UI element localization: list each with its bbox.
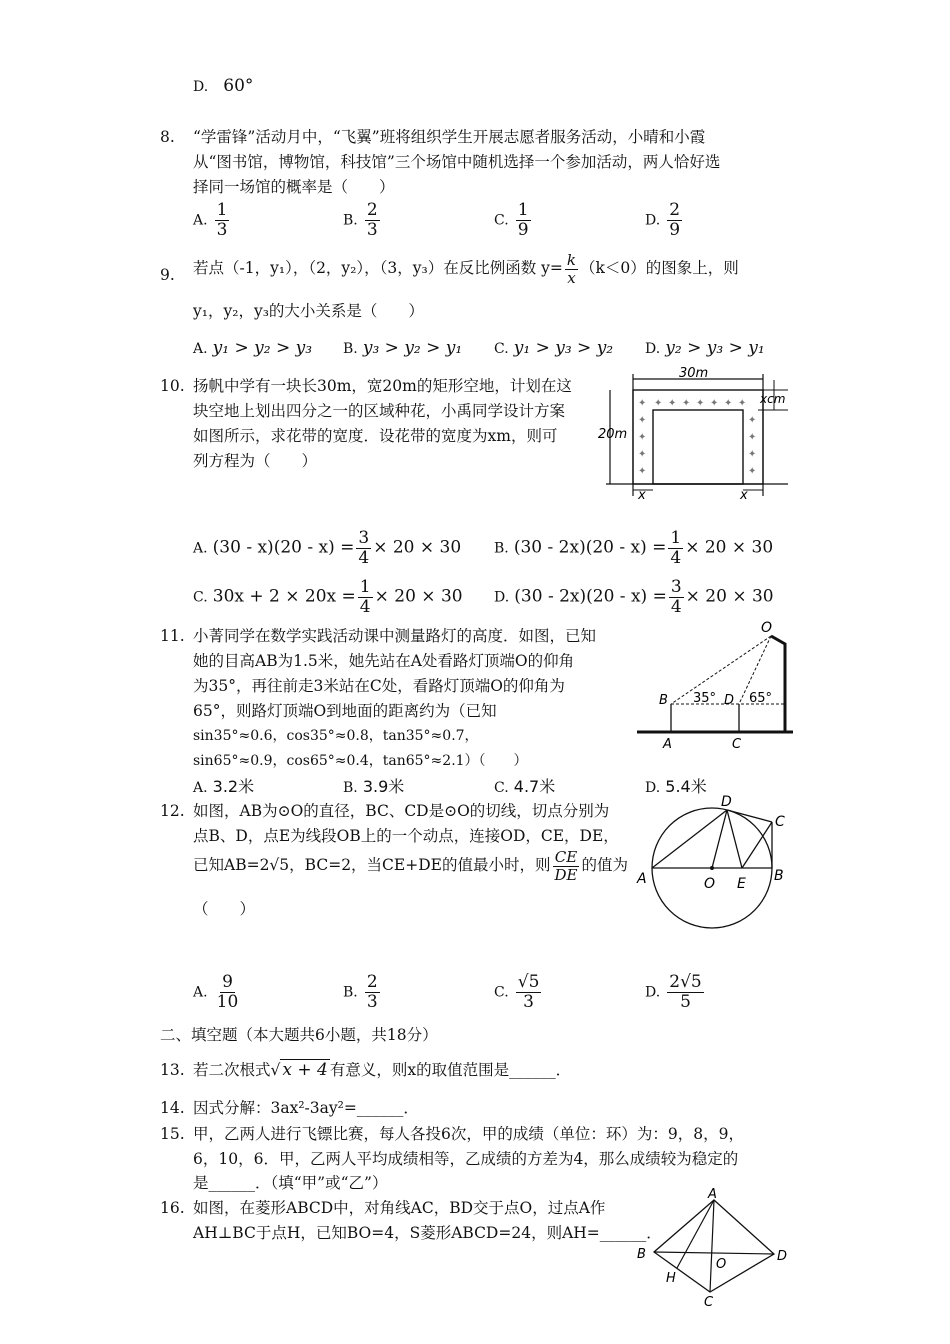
frac-num: CE: [554, 848, 578, 866]
label-C: C: [704, 1295, 714, 1308]
q14-number: 14.: [160, 1099, 185, 1117]
label-B: B: [774, 868, 784, 884]
q12-line3: [193, 849, 628, 883]
inner-rect: [653, 410, 743, 484]
label-D: D: [724, 693, 735, 708]
label-O: O: [704, 876, 716, 892]
bottom-right-label: x: [740, 488, 748, 501]
q10-line2: 块空地上划出四分之一的区域种花，小禹同学设计方案: [193, 402, 566, 420]
option-text: y₁ > y₃ > y₂: [513, 338, 614, 358]
flower-icon: ✦: [638, 466, 647, 477]
q13-number: 13.: [160, 1061, 185, 1079]
q10-option-c: [193, 578, 463, 616]
q8-option-d: [645, 201, 684, 239]
q9-option-b: [343, 338, 462, 358]
frac-den: 4: [358, 547, 370, 568]
option-label: C.: [193, 589, 208, 606]
frac-num: 9: [222, 972, 233, 992]
option-text: 5.4米: [665, 777, 707, 796]
option-label: C.: [494, 212, 509, 229]
option-left: 30x + 2 × 20x =: [212, 586, 356, 607]
q11-option-a: [193, 774, 254, 797]
label-C: C: [732, 737, 742, 752]
q10-number: 10.: [160, 377, 185, 395]
q16-line2: AH⊥BC于点H，已知BO=4，S菱形ABCD=24，则AH=______．: [193, 1224, 662, 1242]
right-label: xcm: [760, 392, 786, 406]
q10-figure: [598, 366, 798, 501]
q15-line3: 是______．（填“甲”或“乙”）: [193, 1174, 388, 1192]
option-label: A.: [193, 540, 208, 557]
flower-icon: ✦: [638, 415, 647, 426]
q16-line1: 如图，在菱形ABCD中，对角线AC，BD交于点O，过点A作: [193, 1199, 606, 1217]
option-label: D.: [645, 212, 661, 229]
top-label: 30m: [679, 366, 709, 381]
angle-35: 35°: [693, 691, 717, 706]
q8-option-c: [494, 201, 533, 239]
q12-line1: 如图，AB为⊙O的直径，BC、CD是⊙O的切线，切点分别为: [193, 802, 610, 820]
frac-num: 2: [366, 200, 378, 220]
q12-line4: （ ）: [193, 900, 256, 918]
label-A: A: [637, 871, 647, 887]
center-dot: [710, 866, 714, 870]
flower-icon: ✦: [710, 398, 719, 409]
q9-number: 9.: [160, 266, 175, 284]
q8-line2: 从“图书馆，博物馆，科技馆”三个场馆中随机选择一个参加活动，两人恰好选: [193, 153, 721, 171]
frac-num: 3: [358, 528, 370, 548]
label-B: B: [659, 693, 668, 708]
option-right: × 20 × 30: [373, 537, 462, 558]
frac-num: 2: [669, 200, 681, 220]
segment-OD: [712, 810, 727, 868]
segment-DE: [727, 810, 742, 868]
flower-icon: ✦: [638, 449, 647, 460]
option-right: × 20 × 30: [685, 586, 774, 607]
q11-line4: 65°，则路灯顶端O到地面的距离约为（已知: [193, 702, 497, 720]
flower-icon: ✦: [748, 415, 757, 426]
label-B: B: [637, 1247, 646, 1262]
q11-number: 11.: [160, 627, 185, 645]
option-right: × 20 × 30: [685, 537, 774, 558]
q11-line3: 为35°，再往前走3米站在C处，看路灯顶端O的仰角为: [193, 677, 565, 695]
option-label: A.: [193, 341, 208, 357]
q13-text-a: 若二次根式: [193, 1061, 271, 1079]
option-label: C.: [494, 780, 509, 796]
label-D: D: [777, 1249, 788, 1264]
q9-option-a: [193, 338, 312, 358]
option-text: y₂ > y₃ > y₁: [665, 338, 765, 358]
flower-icon: ✦: [638, 432, 647, 443]
option-text: y₃ > y₂ > y₁: [362, 338, 463, 358]
option-label: A.: [193, 212, 208, 229]
q11-option-c: [494, 774, 555, 797]
q9-option-d: [645, 338, 765, 358]
option-label: B.: [343, 780, 358, 796]
label-H: H: [666, 1271, 676, 1286]
label-D: D: [721, 794, 732, 810]
option-label: A.: [193, 984, 208, 1001]
tangent-DC: [727, 810, 772, 822]
flower-icon: ✦: [696, 398, 705, 409]
q10-line1: 扬帆中学有一块长30m，宽20m的矩形空地，计划在这: [193, 377, 572, 395]
chord-AD: [652, 810, 727, 868]
frac-num: k: [566, 251, 576, 269]
option-label: B.: [343, 212, 358, 229]
flower-icon: ✦: [738, 398, 747, 409]
q8-option-a: [193, 201, 231, 239]
q10-line3: 如图所示，求花带的宽度．设花带的宽度为xm，则可: [193, 427, 558, 445]
q11-line2: 她的目高AB为1.5米，她先站在A处看路灯顶端O的仰角: [193, 652, 575, 670]
option-label: A.: [193, 780, 208, 796]
option-label: B.: [343, 341, 358, 357]
frac-den: 4: [670, 547, 682, 568]
frac-den: DE: [554, 865, 578, 884]
frac-den: 3: [366, 219, 378, 240]
frac-num: 1: [216, 200, 228, 220]
q9-text-a: 若点（-1，y₁），（2，y₂），（3，y₃）在反比例函数 y=: [193, 259, 563, 277]
q12-text-a: 已知AB=2√5，BC=2，当CE+DE的值最小时，则: [193, 856, 551, 874]
q10-option-d: [494, 578, 774, 616]
q12-option-a: [193, 973, 242, 1011]
section-fill-blank-title: 二、填空题（本大题共6小题，共18分）: [160, 1026, 438, 1044]
q12-line2: 点B、D，点E为线段OB上的一个动点，连接OD，CE，DE，: [193, 827, 619, 845]
frac-den: x: [567, 268, 576, 287]
q11-line5: sin35°≈0.6，cos35°≈0.8，tan35°≈0.7，: [193, 728, 479, 744]
q8-line3: 择同一场馆的概率是（ ）: [193, 178, 395, 196]
q8-line1: “学雷锋”活动月中，“飞翼”班将组织学生开展志愿者服务活动，小晴和小霞: [193, 128, 706, 146]
q12-number: 12.: [160, 802, 185, 820]
frac-num: 1: [670, 528, 682, 548]
option-text: 4.7米: [513, 777, 556, 796]
q12-text-b: 的值为: [581, 856, 628, 874]
q13-text-b: 有意义，则x的取值范围是______．: [329, 1061, 572, 1079]
flower-icon: ✦: [682, 398, 691, 409]
flower-icon: ✦: [668, 398, 677, 409]
q9-line1: [193, 252, 739, 286]
q9-text-b: （k＜0）的图象上，则: [580, 259, 739, 277]
frac-den: 3: [523, 991, 534, 1012]
segment-AH: [677, 1200, 714, 1268]
option-value: 60°: [223, 76, 254, 96]
frac-num: 1: [517, 200, 529, 220]
q11-line6: sin65°≈0.9，cos65°≈0.4，tan65°≈2.1）（ ）: [193, 753, 528, 769]
frac-den: 10: [216, 991, 239, 1012]
frac-den: 5: [680, 991, 691, 1012]
frac-num: 2: [366, 972, 378, 992]
q9-line2: y₁，y₂，y₃的大小关系是（ ）: [193, 302, 424, 320]
diagonal-AC: [710, 1200, 714, 1292]
frac-den: 4: [670, 596, 682, 617]
frac-num: √5: [517, 972, 540, 992]
q15-line2: 6，10，6．甲，乙两人平均成绩相等，乙成绩的方差为4，那么成绩较为稳定的: [193, 1150, 739, 1168]
q15-number: 15.: [160, 1125, 185, 1143]
option-text: 3.9米: [362, 777, 405, 796]
option-label: D.: [645, 984, 661, 1001]
q8-option-b: [343, 201, 382, 239]
q11-line1: 小菁同学在数学实践活动课中测量路灯的高度．如图，已知: [193, 627, 597, 645]
option-right: × 20 × 30: [374, 586, 463, 607]
q11-option-b: [343, 774, 404, 797]
option-label: D.: [193, 79, 209, 95]
q16-figure: [632, 1188, 797, 1308]
option-text: y₁ > y₂ > y₃: [212, 338, 313, 358]
option-label: C.: [494, 341, 509, 357]
frac-num: 1: [359, 577, 371, 597]
flower-icon: ✦: [748, 466, 757, 477]
label-C: C: [775, 814, 785, 830]
left-label: 20m: [598, 427, 628, 442]
option-label: C.: [494, 984, 509, 1001]
sqrt-symbol: √: [270, 1061, 281, 1079]
q7-option-d: [193, 76, 253, 96]
flower-icon: ✦: [724, 398, 733, 409]
q13-text: [193, 1058, 571, 1083]
option-label: B.: [494, 540, 509, 557]
option-label: D.: [645, 341, 661, 357]
option-left: (30 - x)(20 - x) =: [212, 537, 355, 558]
flower-icon: ✦: [654, 398, 663, 409]
q10-option-b: [494, 529, 773, 567]
frac-den: 3: [366, 991, 378, 1012]
frac-den: 9: [517, 219, 529, 240]
bottom-left-label: x: [638, 488, 646, 501]
q12-option-d: [645, 973, 706, 1011]
option-label: D.: [645, 780, 661, 796]
q10-line4: 列方程为（ ）: [193, 452, 318, 470]
frac-den: 9: [669, 219, 681, 240]
lamp-post: [771, 636, 785, 732]
flower-icon: ✦: [748, 432, 757, 443]
q12-figure: [630, 790, 795, 935]
q16-number: 16.: [160, 1199, 185, 1217]
option-label: D.: [494, 589, 510, 606]
option-left: (30 - 2x)(20 - x) =: [513, 537, 667, 558]
q8-number: 8.: [160, 128, 175, 146]
label-A: A: [708, 1188, 717, 1202]
frac-num: 2√5: [669, 972, 702, 992]
option-text: 3.2米: [212, 777, 255, 796]
frac-den: 4: [359, 596, 371, 617]
q12-option-c: [494, 973, 543, 1011]
label-O: O: [716, 1257, 727, 1272]
q14-text: 因式分解：3ax²-3ay²=______．: [193, 1099, 419, 1117]
angle-65: 65°: [749, 691, 773, 706]
label-A: A: [663, 737, 672, 752]
frac-den: 3: [216, 219, 228, 240]
option-left: (30 - 2x)(20 - x) =: [514, 586, 667, 607]
frac-num: 3: [670, 577, 682, 597]
q10-option-a: [193, 529, 461, 567]
radicand: x + 4: [282, 1060, 328, 1080]
label-O: O: [761, 620, 773, 636]
option-label: B.: [343, 984, 358, 1001]
label-E: E: [737, 876, 746, 892]
diagonal-BD: [654, 1252, 774, 1254]
q9-option-c: [494, 338, 613, 358]
flower-icon: ✦: [748, 449, 757, 460]
flower-icon: ✦: [638, 398, 647, 409]
q12-option-b: [343, 973, 382, 1011]
q11-figure: [635, 614, 795, 754]
q15-line1: 甲，乙两人进行飞镖比赛，每人各投6次，甲的成绩（单位：环）为：9，8，9，: [193, 1125, 744, 1143]
